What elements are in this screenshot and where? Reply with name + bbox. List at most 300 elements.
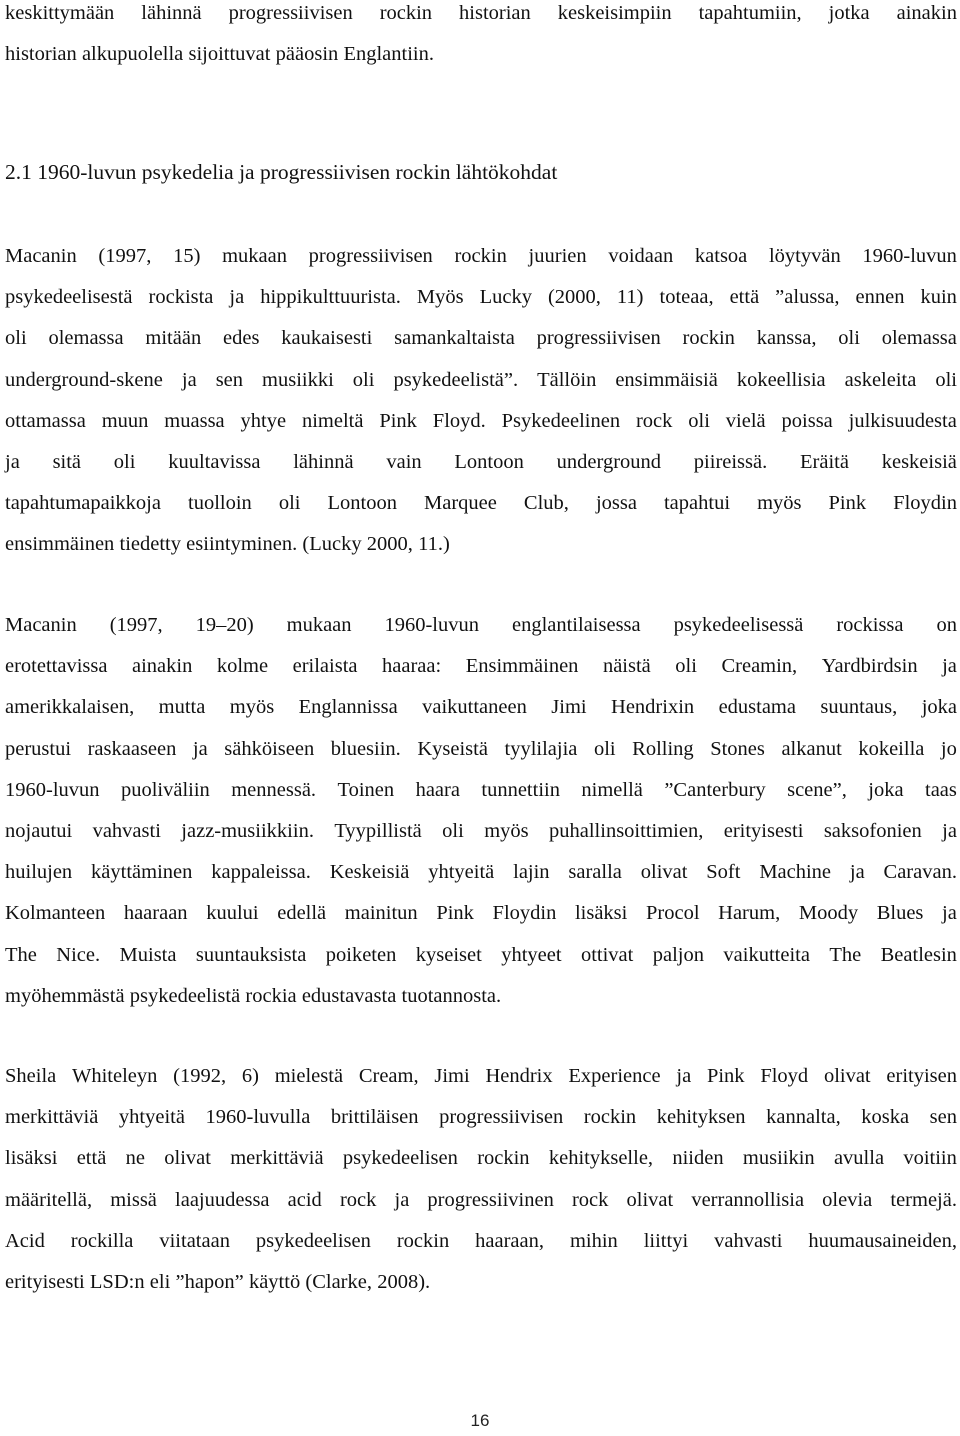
word: liittyi bbox=[643, 1229, 689, 1252]
word: lisäksi bbox=[574, 902, 628, 925]
word: progressiivisen bbox=[228, 2, 353, 24]
word: verrannollisia bbox=[691, 1188, 805, 1211]
word: Jimi bbox=[551, 696, 587, 719]
word: Floyd. bbox=[432, 409, 486, 432]
word: ensimmäisiä bbox=[615, 368, 718, 391]
word: voitiin bbox=[903, 1147, 957, 1170]
text-line bbox=[5, 976, 957, 1017]
text-line bbox=[5, 852, 957, 893]
word: underground bbox=[556, 450, 662, 473]
word: tyylilajia bbox=[504, 737, 578, 760]
word: yhtyeitä bbox=[118, 1106, 185, 1129]
word: Toinen bbox=[337, 778, 395, 801]
text-line bbox=[5, 360, 957, 401]
word: Beatlesin bbox=[880, 943, 957, 966]
word: ja bbox=[229, 286, 245, 309]
word: Marquee bbox=[424, 492, 497, 515]
word: Myös bbox=[416, 286, 464, 309]
word: underground-skene bbox=[5, 368, 163, 391]
word: myös bbox=[757, 492, 802, 515]
section-heading: 2.1 1960-luvun psykedelia ja progressiivisen rockin lähtökohdat bbox=[5, 160, 558, 184]
word: rockin bbox=[379, 2, 433, 24]
word: LSD:n bbox=[89, 1270, 145, 1293]
text-line bbox=[5, 935, 957, 976]
word: rockin bbox=[477, 1147, 530, 1170]
word: ja bbox=[5, 450, 20, 473]
word: oli bbox=[593, 737, 616, 760]
word: vahvasti bbox=[714, 1229, 783, 1252]
word: Sheila bbox=[5, 1065, 57, 1087]
word: 6) bbox=[241, 1065, 259, 1087]
word: edes bbox=[223, 327, 260, 350]
word: laajuudessa bbox=[175, 1188, 270, 1211]
word: katsoa bbox=[694, 245, 748, 267]
word: ne bbox=[125, 1147, 145, 1170]
word: vielä bbox=[725, 409, 766, 432]
word: kuin bbox=[920, 286, 957, 309]
word: mihin bbox=[569, 1229, 618, 1252]
word: ainakin bbox=[896, 2, 957, 24]
word: erotettavissa bbox=[5, 655, 108, 678]
word: historian bbox=[459, 2, 531, 24]
word: mitään bbox=[145, 327, 202, 350]
word: historian bbox=[5, 43, 77, 66]
word: (Clarke, bbox=[305, 1270, 372, 1293]
word: ”alussa, bbox=[775, 286, 840, 309]
word: kappaleissa. bbox=[211, 861, 311, 884]
word: (Lucky bbox=[302, 533, 362, 556]
word: (1997, bbox=[98, 245, 152, 267]
word: kokeilla bbox=[858, 737, 925, 760]
text-line bbox=[5, 893, 957, 934]
word: 11) bbox=[616, 286, 644, 309]
word: ja bbox=[942, 655, 957, 678]
word: ja bbox=[942, 902, 957, 925]
word: juurien bbox=[528, 245, 587, 267]
word: progressiivinen bbox=[427, 1188, 554, 1211]
text-line bbox=[5, 770, 957, 811]
word: ottamassa bbox=[5, 409, 86, 432]
word: tuotannosta. bbox=[401, 984, 502, 1007]
word: psykedeelisen bbox=[255, 1229, 371, 1252]
word: kyseiset bbox=[415, 943, 482, 966]
word: julkisuudesta bbox=[848, 409, 957, 432]
word: ja bbox=[394, 1188, 410, 1211]
word: piireissä. bbox=[693, 450, 768, 473]
word: Floydin bbox=[492, 902, 557, 925]
word: jazz-musiikkiin. bbox=[181, 819, 314, 842]
word: rock bbox=[339, 1188, 377, 1211]
word: saralla bbox=[568, 861, 622, 884]
word: kannalta, bbox=[766, 1106, 841, 1129]
word: sitä bbox=[52, 450, 82, 473]
word: myöhemmästä bbox=[5, 984, 125, 1007]
word: käyttö bbox=[248, 1270, 301, 1293]
word: keskeisiä bbox=[881, 450, 957, 473]
word: joka bbox=[868, 778, 904, 801]
word: olivat bbox=[640, 861, 688, 884]
word: viitataan bbox=[159, 1229, 230, 1252]
word: Harum, bbox=[718, 902, 781, 925]
word: huilujen bbox=[5, 861, 73, 884]
text-line bbox=[5, 687, 957, 728]
word: avulla bbox=[833, 1147, 885, 1170]
word: samankaltaista bbox=[394, 327, 515, 350]
word: oli bbox=[442, 819, 464, 842]
word: rockilla bbox=[70, 1229, 134, 1252]
word: ja bbox=[181, 368, 197, 391]
word: rockista bbox=[148, 286, 214, 309]
word: koska bbox=[861, 1106, 910, 1129]
word: ”hapon” bbox=[175, 1270, 244, 1293]
word: nimeltä bbox=[301, 409, 364, 432]
intro-paragraph bbox=[5, 0, 957, 75]
word: jotka bbox=[828, 2, 870, 24]
paragraph-1 bbox=[5, 236, 957, 566]
word: Procol bbox=[646, 902, 700, 925]
word: Caravan. bbox=[883, 861, 957, 884]
word: raskaaseen bbox=[87, 737, 177, 760]
text-line bbox=[5, 277, 957, 318]
word: psykedeelistä”. bbox=[393, 368, 519, 391]
word: edustama bbox=[718, 696, 796, 719]
word: The bbox=[829, 943, 862, 966]
word: alkanut bbox=[781, 737, 842, 760]
word: mielestä bbox=[274, 1065, 344, 1087]
word: kaukaisesti bbox=[281, 327, 373, 350]
word: ja bbox=[192, 737, 208, 760]
word: mainitun bbox=[344, 902, 418, 925]
text-line bbox=[5, 34, 957, 75]
text-line bbox=[5, 1097, 957, 1138]
word: jossa bbox=[595, 492, 637, 515]
word: Kolmanteen bbox=[5, 902, 106, 925]
word: nimellä bbox=[581, 778, 643, 801]
word: ”Canterbury bbox=[664, 778, 766, 801]
word: olivat bbox=[626, 1188, 674, 1211]
word: Macanin bbox=[5, 614, 77, 636]
word: Psykedeelinen bbox=[501, 409, 621, 432]
text-line bbox=[5, 646, 957, 687]
word: olivat bbox=[823, 1065, 871, 1087]
word: mukaan bbox=[222, 245, 287, 267]
word: erilaista bbox=[292, 655, 358, 678]
text-line bbox=[5, 1221, 957, 1262]
word: keskeisimpiin bbox=[557, 2, 672, 24]
word: vaikutteita bbox=[723, 943, 810, 966]
word: kuului bbox=[206, 902, 259, 925]
word: The bbox=[5, 943, 37, 966]
word: poiketen bbox=[325, 943, 397, 966]
word: englantilaisessa bbox=[511, 614, 641, 636]
word: tunnettiin bbox=[481, 778, 560, 801]
word: Pink bbox=[828, 492, 867, 515]
word: oli bbox=[688, 409, 710, 432]
word: (1992, bbox=[173, 1065, 227, 1087]
word: kehitykselle, bbox=[548, 1147, 654, 1170]
word: ja bbox=[942, 819, 957, 842]
word: ennen bbox=[855, 286, 905, 309]
word: yhtyeet bbox=[501, 943, 562, 966]
word: missä bbox=[110, 1188, 157, 1211]
word: Whiteleyn bbox=[72, 1065, 158, 1087]
word: (2000, bbox=[547, 286, 601, 309]
word: 19–20) bbox=[195, 614, 254, 636]
word: käyttäminen bbox=[91, 861, 193, 884]
word: saksofonien bbox=[823, 819, 922, 842]
word: rockia bbox=[245, 984, 297, 1007]
word: voidaan bbox=[608, 245, 674, 267]
word: paljon bbox=[652, 943, 704, 966]
word: Nice. bbox=[56, 943, 101, 966]
word: oli bbox=[675, 655, 697, 678]
word: myös bbox=[484, 819, 529, 842]
word: Tyypillistä bbox=[334, 819, 422, 842]
word: esiintyminen. bbox=[186, 533, 298, 556]
word: haaraan, bbox=[475, 1229, 544, 1252]
word: huumausaineiden, bbox=[808, 1229, 957, 1252]
word: tapahtumiin, bbox=[698, 2, 802, 24]
text-line bbox=[5, 0, 957, 34]
word: haaraan bbox=[123, 902, 188, 925]
word: tiedetty bbox=[119, 533, 181, 556]
word: Lontoon bbox=[454, 450, 524, 473]
word: kanssa, bbox=[756, 327, 817, 350]
word: 11.) bbox=[418, 533, 450, 556]
word: ja bbox=[849, 861, 865, 884]
word: Macanin bbox=[5, 245, 77, 267]
word: kehityksen bbox=[656, 1106, 746, 1129]
word: brittiläisen bbox=[330, 1106, 419, 1129]
word: rockin bbox=[396, 1229, 450, 1252]
word: Hendrix bbox=[485, 1065, 553, 1087]
word: rockin bbox=[583, 1106, 637, 1129]
word: toteaa, bbox=[659, 286, 714, 309]
word: tapahtumapaikkoja bbox=[5, 492, 161, 515]
word: Englantiin. bbox=[343, 43, 434, 66]
word: merkittäviä bbox=[230, 1147, 324, 1170]
word: psykedeelistä bbox=[129, 984, 241, 1007]
word: kolme bbox=[216, 655, 269, 678]
word: sen bbox=[215, 368, 244, 391]
word: rock bbox=[571, 1188, 609, 1211]
word: myös bbox=[229, 696, 275, 719]
word: eli bbox=[149, 1270, 171, 1293]
word: Cream, bbox=[358, 1065, 419, 1087]
word: erityisesti bbox=[723, 819, 804, 842]
word: yhtyeitä bbox=[428, 861, 495, 884]
text-line bbox=[5, 811, 957, 852]
word: löytyvän bbox=[768, 245, 841, 267]
word: Keskeisiä bbox=[329, 861, 410, 884]
word: jo bbox=[940, 737, 957, 760]
word: Pink bbox=[379, 409, 417, 432]
word: rock bbox=[635, 409, 673, 432]
word: Ensimmäinen bbox=[465, 655, 579, 678]
word: Soft bbox=[706, 861, 741, 884]
word: Pink bbox=[436, 902, 474, 925]
word: kokeellisia bbox=[736, 368, 826, 391]
word: acid bbox=[287, 1188, 322, 1211]
word: ottivat bbox=[580, 943, 634, 966]
text-line bbox=[5, 236, 957, 277]
word: Eräitä bbox=[800, 450, 849, 473]
word: Lucky bbox=[479, 286, 532, 309]
word: 1960-luvulla bbox=[205, 1106, 311, 1129]
word: ainakin bbox=[131, 655, 193, 678]
word: lähinnä bbox=[293, 450, 354, 473]
word: rockin bbox=[682, 327, 735, 350]
word: lähinnä bbox=[141, 2, 202, 24]
word: Tällöin bbox=[537, 368, 597, 391]
word: joka bbox=[921, 696, 957, 719]
word: edustavasta bbox=[301, 984, 397, 1007]
word: Jimi bbox=[434, 1065, 470, 1087]
word: perustui bbox=[5, 737, 72, 760]
word: haara bbox=[415, 778, 460, 801]
word: erityisesti bbox=[5, 1270, 85, 1293]
word: 2000, bbox=[366, 533, 413, 556]
word: ja bbox=[676, 1065, 692, 1087]
word: olivat bbox=[164, 1147, 211, 1170]
word: progressiivisen bbox=[308, 245, 433, 267]
word: olemassa bbox=[881, 327, 957, 350]
text-line bbox=[5, 1180, 957, 1221]
word: termejä. bbox=[890, 1188, 957, 1211]
word: mennessä. bbox=[231, 778, 317, 801]
word: psykedeelisessä bbox=[673, 614, 804, 636]
word: Floyd bbox=[760, 1065, 809, 1087]
text-line bbox=[5, 1056, 957, 1097]
word: Floydin bbox=[893, 492, 957, 515]
word: pääosin bbox=[275, 43, 339, 66]
word: Stones bbox=[710, 737, 765, 760]
word: 1960-luvun bbox=[5, 778, 100, 801]
word: progressiivisen bbox=[439, 1106, 564, 1129]
word: suuntauksista bbox=[195, 943, 307, 966]
word: mutta bbox=[158, 696, 206, 719]
text-line bbox=[5, 729, 957, 770]
word: erityisen bbox=[886, 1065, 957, 1087]
text-line bbox=[5, 318, 957, 359]
word: puhallinsoittimien, bbox=[549, 819, 704, 842]
word: näistä bbox=[602, 655, 651, 678]
word: merkittäviä bbox=[5, 1106, 99, 1129]
word: oli bbox=[935, 368, 957, 391]
word: oli bbox=[838, 327, 860, 350]
text-line bbox=[5, 1262, 957, 1303]
word: rockin bbox=[454, 245, 507, 267]
word: vain bbox=[386, 450, 422, 473]
word: musiikin bbox=[742, 1147, 815, 1170]
word: kuultavissa bbox=[168, 450, 261, 473]
word: sähköiseen bbox=[224, 737, 315, 760]
page-number: 16 bbox=[470, 1411, 490, 1430]
word: rockissa bbox=[836, 614, 904, 636]
word: olemassa bbox=[48, 327, 124, 350]
word: Muista bbox=[119, 943, 177, 966]
word: nojautui bbox=[5, 819, 73, 842]
text-line bbox=[5, 1138, 957, 1179]
text-line bbox=[5, 524, 957, 565]
word: Blues bbox=[876, 902, 924, 925]
word: on bbox=[936, 614, 957, 636]
word: Yardbirdsin bbox=[821, 655, 918, 678]
word: keskittymään bbox=[5, 2, 115, 24]
word: muun bbox=[101, 409, 149, 432]
word: tapahtui bbox=[663, 492, 731, 515]
word: oli bbox=[278, 492, 301, 515]
paragraph-2 bbox=[5, 605, 957, 1017]
word: poissa bbox=[781, 409, 833, 432]
word: Englannissa bbox=[298, 696, 398, 719]
word: yhtye bbox=[240, 409, 287, 432]
word: alkupuolella bbox=[81, 43, 184, 66]
word: Lontoon bbox=[327, 492, 397, 515]
word: bluesiin. bbox=[330, 737, 401, 760]
text-line bbox=[5, 401, 957, 442]
word: scene”, bbox=[787, 778, 847, 801]
word: amerikkalaisen, bbox=[5, 696, 135, 719]
word: oli bbox=[352, 368, 375, 391]
word: hippikulttuurista. bbox=[260, 286, 401, 309]
word: että bbox=[729, 286, 760, 309]
word: Kyseistä bbox=[417, 737, 488, 760]
word: oli bbox=[5, 327, 27, 350]
word: 1960-luvun bbox=[862, 245, 957, 267]
word: haaraa: bbox=[382, 655, 442, 678]
word: Hendrixin bbox=[611, 696, 695, 719]
word: puoliväliin bbox=[120, 778, 210, 801]
word: muassa bbox=[164, 409, 225, 432]
text-line bbox=[5, 483, 957, 524]
word: määritellä, bbox=[5, 1188, 93, 1211]
word: edellä bbox=[277, 902, 327, 925]
word: Acid bbox=[5, 1229, 45, 1252]
word: 1960-luvun bbox=[384, 614, 480, 636]
word: olevia bbox=[822, 1188, 873, 1211]
word: taas bbox=[925, 778, 957, 801]
word: (1997, bbox=[109, 614, 163, 636]
word: vaikuttaneen bbox=[422, 696, 527, 719]
word: mukaan bbox=[286, 614, 352, 636]
word: Pink bbox=[706, 1065, 745, 1087]
word: oli bbox=[113, 450, 136, 473]
word: niiden bbox=[672, 1147, 724, 1170]
word: 15) bbox=[173, 245, 201, 267]
word: psykedeelisen bbox=[342, 1147, 458, 1170]
word: Experience bbox=[568, 1065, 661, 1087]
word: Creamin, bbox=[721, 655, 798, 678]
word: Moody bbox=[798, 902, 859, 925]
word: psykedeelisestä bbox=[5, 286, 133, 309]
word: musiikki bbox=[262, 368, 334, 391]
text-line bbox=[5, 442, 957, 483]
word: suuntaus, bbox=[820, 696, 898, 719]
paragraph-3 bbox=[5, 1056, 957, 1303]
word: sen bbox=[929, 1106, 957, 1129]
text-line bbox=[5, 605, 957, 646]
word: ensimmäinen bbox=[5, 533, 115, 556]
word: lajin bbox=[513, 861, 550, 884]
word: askeleita bbox=[844, 368, 917, 391]
word: progressiivisen bbox=[536, 327, 661, 350]
word: Rolling bbox=[632, 737, 694, 760]
word: että bbox=[76, 1147, 107, 1170]
word: 2008). bbox=[377, 1270, 431, 1293]
word: sijoittuvat bbox=[188, 43, 271, 66]
word: vahvasti bbox=[92, 819, 161, 842]
